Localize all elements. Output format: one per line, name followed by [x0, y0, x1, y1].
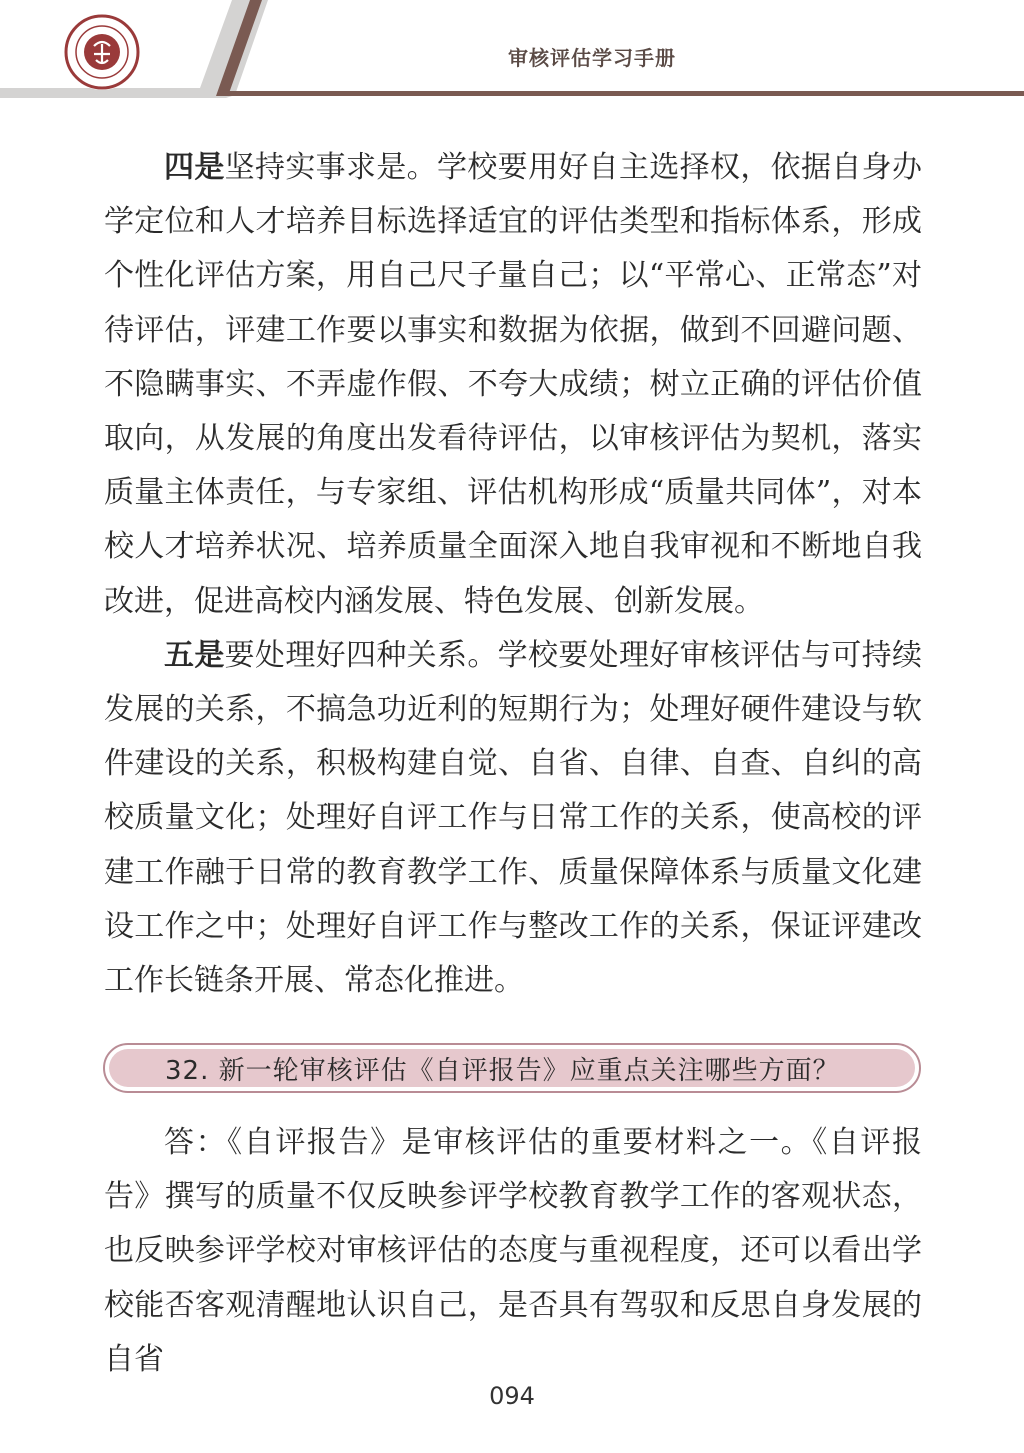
- question-box-fill: [109, 1049, 915, 1087]
- paragraph-four: [104, 141, 922, 629]
- body-section: [104, 141, 922, 1008]
- answer-paragraph: 答：《自评报告》是审核评估的重要材料之一。《自评报告》撰写的质量不仅反映参评学校教育教学工作的客观状态，也反映参评学校对审核评估的态度与重视程度，还可以看出学校能否客观清醒地认识自己，是否具有驾驭和反思自身发展的自省: [104, 1125, 922, 1377]
- paragraph-text: 坚持实事求是。学校要用好自主选择权，依据自身办学定位和人才培养目标选择适宜的评估类型和指标体系，形成个性化评估方案，用自己尺子量自己；以“平常心、正常态”对待评估，评建工作要以事实和数据为依据，做到不回避问题、不隐瞒事实、不弄虚作假、不夸大成绩；树立正确的评估价值取向，从发展的角度出发看待评估，以审核评估为契机，落实质量主体责任，与专家组、评估机构形成“质量共同体”，对本校人才培养状况、培养质量全面深入地自我审视和不断地自我改进，促进高校内涵发展、特色发展、创新发展。: [104, 150, 923, 619]
- paragraph-text: 要处理好四种关系。学校要处理好审核评估与可持续发展的关系，不搞急功近利的短期行为；处理好硬件建设与软件建设的关系，积极构建自觉、自省、自律、自查、自纠的高校质量文化；处理好自评工作与日常工作的关系，使高校的评建工作融于日常的教育教学工作、质量保障体系与质量文化建设工作之中；处理好自评工作与整改工作的关系，保证评建改工作长链条开展、常态化推进。: [104, 637, 923, 999]
- university-seal-logo: [64, 14, 140, 90]
- answer-section: [104, 1116, 922, 1387]
- paragraph-lead: 五是: [164, 637, 225, 673]
- page-header: [0, 0, 1024, 100]
- page-number: 094: [489, 1382, 535, 1410]
- header-title: 审核评估学习手册: [508, 46, 676, 70]
- paragraph-lead: 四是: [164, 150, 225, 185]
- question-title: 32. 新一轮审核评估《自评报告》应重点关注哪些方面？: [165, 1055, 840, 1086]
- question-box: [103, 1043, 921, 1093]
- header-brown-line: [222, 91, 1024, 96]
- paragraph-five: [104, 629, 922, 1008]
